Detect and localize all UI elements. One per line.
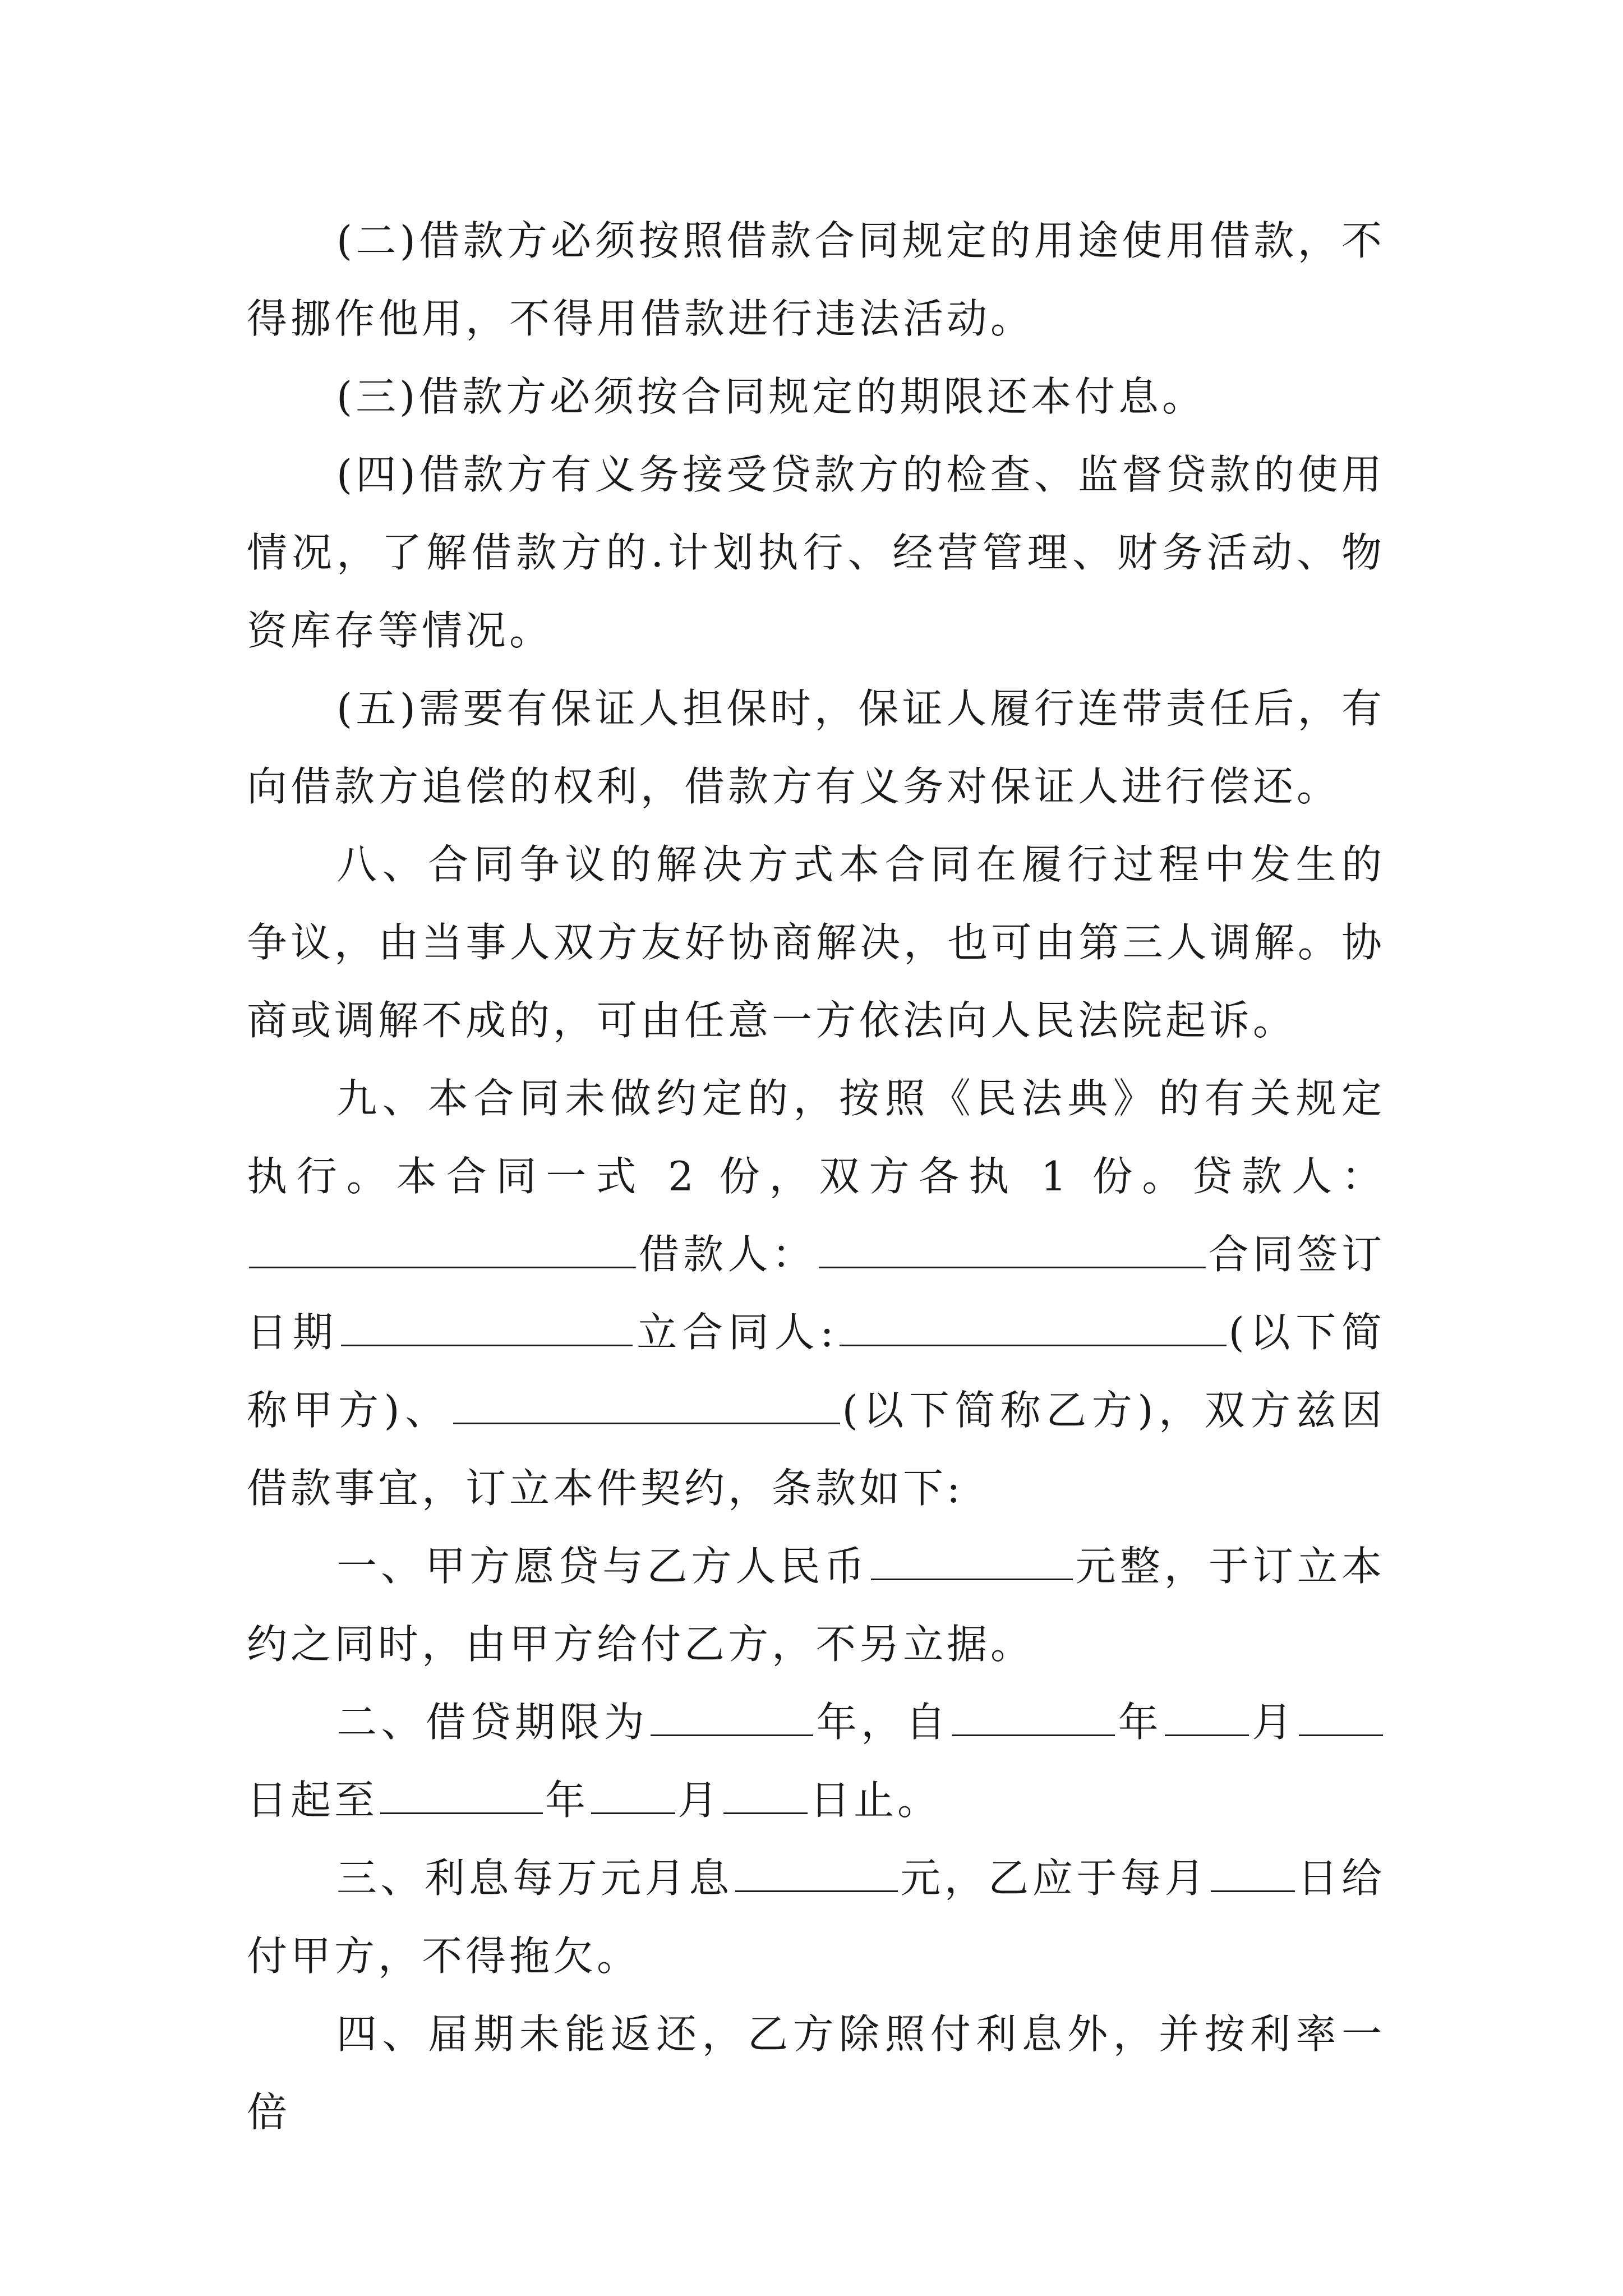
party-b-label: (以下简称乙方)，双方兹因借款事宜，订立本件契约，条款如下: (247, 1387, 1385, 1512)
sign-date-blank[interactable] (341, 1311, 633, 1346)
contract-party-label: 立合同人: (634, 1309, 837, 1356)
article-2-text: 二、借贷期限为 (336, 1699, 649, 1746)
end-year-blank[interactable] (380, 1779, 543, 1814)
article-1-text: 一、甲方愿贷与乙方人民币 (336, 1543, 869, 1590)
clause-2-borrower-usage: (二)借款方必须按照借款合同规定的用途使用借款，不得挪作他用，不得用借款进行违法活动。 (247, 217, 1385, 342)
from-day-label: 日起至 (247, 1777, 379, 1824)
section-9-parties (247, 1060, 1385, 1527)
interest-amount-blank[interactable] (735, 1857, 898, 1892)
lender-blank[interactable] (249, 1233, 636, 1268)
article-4-overdue: 四、届期未能返还，乙方除照付利息外，并按利率一倍 (247, 2010, 1385, 2136)
party-a-blank[interactable] (840, 1311, 1227, 1346)
clause-5-guarantor: (五)需要有保证人担保时，保证人履行连带责任后，有向借款方追偿的权利，借款方有义务对保证人进行偿还。 (247, 685, 1385, 810)
article-3-text: 三、利息每万元月息 (336, 1855, 733, 1902)
article-3-mid: 元，乙应于每月 (900, 1855, 1209, 1902)
party-b-blank[interactable] (453, 1389, 840, 1424)
article-3-interest (247, 1839, 1385, 1995)
start-day-blank[interactable] (1299, 1701, 1383, 1736)
document-body (247, 202, 1385, 2151)
sign-date-label: 合同签订日期 (247, 1231, 1385, 1356)
start-month-blank[interactable] (1165, 1701, 1249, 1736)
payment-day-blank[interactable] (1211, 1857, 1295, 1892)
clause-4-inspection: (四)借款方有义务接受贷款方的检查、监督贷款的使用情况，了解借款方的.计划执行、经营管理、财务活动、物资库存等情况。 (247, 451, 1385, 654)
clause-3-repayment-term: (三)借款方必须按合同规定的期限还本付息。 (336, 373, 1206, 420)
loan-amount-blank[interactable] (871, 1545, 1073, 1580)
article-3-end: 日给付甲方，不得拖欠。 (247, 1855, 1385, 1980)
article-2-loan-period (247, 1683, 1385, 1839)
article-1-loan-amount (247, 1527, 1385, 1683)
borrower-label: 借款人： (638, 1231, 817, 1278)
article-1-text-end: 元整，于订立本约之同时，由甲方给付乙方，不另立据。 (247, 1543, 1385, 1668)
month-label-2: 月 (677, 1777, 722, 1824)
start-year-blank[interactable] (952, 1701, 1115, 1736)
year-label-1: 年，自 (815, 1699, 951, 1746)
end-day-label: 日止。 (810, 1777, 942, 1824)
end-day-blank[interactable] (723, 1779, 808, 1814)
period-years-blank[interactable] (651, 1701, 813, 1736)
section-9-text: 九、本合同未做约定的，按照《民法典》的有关规定执行。本合同一式 2 份，双方各执 1 份。贷款人： (247, 1075, 1385, 1200)
month-label-1: 月 (1251, 1699, 1297, 1746)
section-8-dispute-resolution: 八、合同争议的解决方式本合同在履行过程中发生的争议，由当事人双方友好协商解决，也可由第三人调解。协商或调解不成的，可由任意一方依法向人民法院起诉。 (247, 841, 1385, 1044)
party-a-label: (以下简称甲方)、 (247, 1309, 1385, 1434)
year-label-2: 年 (1117, 1699, 1163, 1746)
year-label-3: 年 (545, 1777, 589, 1824)
end-month-blank[interactable] (591, 1779, 675, 1814)
borrower-blank[interactable] (819, 1233, 1206, 1268)
